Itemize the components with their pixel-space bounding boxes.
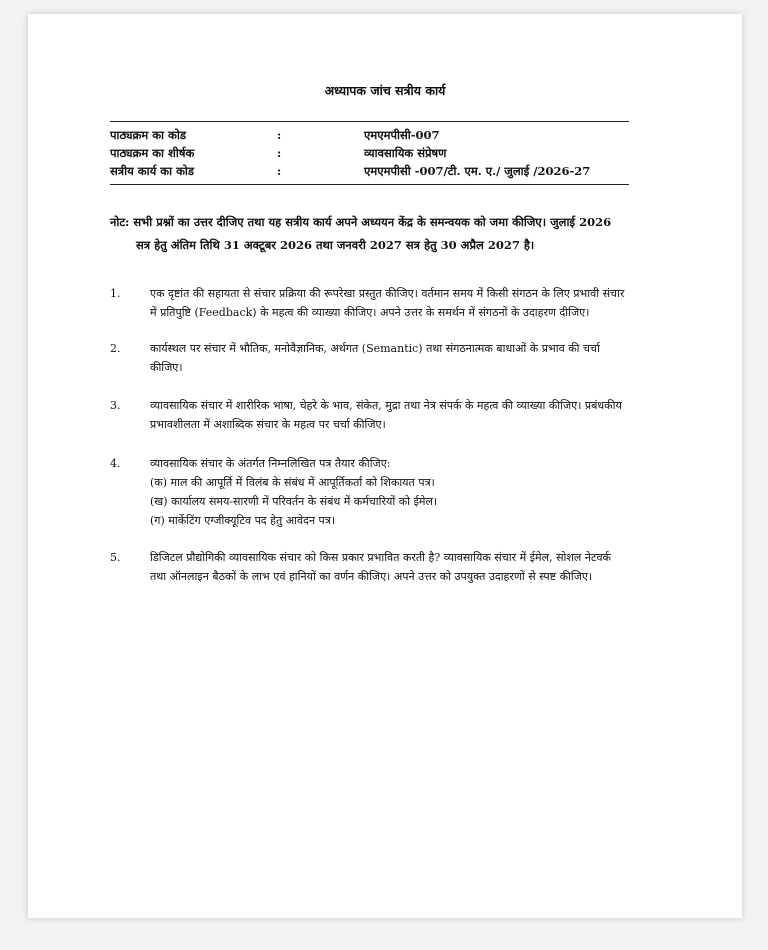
separator: : (277, 164, 282, 178)
question-line: डिजिटल प्रौद्योगिकी व्यावसायिक संचार को किस प्रकार प्रभावित करती है? व्यावसायिक संचार में ईमेल, सोशल नेटवर्क (150, 551, 612, 564)
question-subitem-a: (क) माल की आपूर्ति में विलंब के संबंध में आपूर्तिकर्ता को शिकायत पत्र। (150, 476, 435, 489)
question-number: 1. (110, 287, 121, 300)
assignment-code-value: एमएमपीसी -007/टी. एम. ए./ जुलाई /2026-27 (364, 164, 591, 178)
question-line: प्रभावशीलता में अशाब्दिक संचार के महत्व पर चर्चा कीजिए। (150, 418, 386, 431)
question-number: 2. (110, 342, 121, 355)
assignment-code-label: सत्रीय कार्य का कोड (110, 164, 195, 178)
question-text (150, 284, 670, 322)
question-line: व्यावसायिक संचार के अंतर्गत निम्नलिखित पत्र तैयार कीजिए: (150, 457, 391, 470)
question-text (150, 339, 670, 377)
instructions-note (110, 211, 650, 257)
course-title-row (110, 146, 629, 164)
question-text (150, 454, 670, 530)
course-code-label: पाठ्यक्रम का कोड (110, 128, 186, 142)
note-line-1: नोट: सभी प्रश्नों का उत्तर दीजिए तथा यह सत्रीय कार्य अपने अध्ययन केंद्र के समन्वयक को जमा कीजिए। जुलाई 2026 (110, 215, 612, 229)
document-page (28, 14, 742, 918)
question-subitem-b: (ख) कार्यालय समय-सारणी में परिवर्तन के संबंध में कर्मचारियों को ईमेल। (150, 495, 438, 508)
question-line: एक दृष्टांत की सहायता से संचार प्रक्रिया की रूपरेखा प्रस्तुत कीजिए। वर्तमान समय में किसी संगठन के लिए प्रभावी संचार (150, 287, 625, 300)
course-info-table (110, 121, 629, 185)
separator: : (277, 146, 282, 160)
course-code-row (110, 128, 629, 146)
question-text (150, 396, 670, 434)
question-text (150, 548, 670, 586)
separator: : (277, 128, 282, 142)
document-title: अध्यापक जांच सत्रीय कार्य (324, 83, 446, 98)
question-number: 5. (110, 551, 121, 564)
question-line: में प्रतिपुष्टि (Feedback) के महत्व की व्याख्या कीजिए। अपने उत्तर के समर्थन में संगठनों के उदाहरण दीजिए। (150, 306, 590, 319)
question-line: कीजिए। (150, 361, 183, 374)
course-title-label: पाठ्यक्रम का शीर्षक (110, 146, 195, 160)
question-number: 4. (110, 457, 121, 470)
question-line: तथा ऑनलाइन बैठकों के लाभ एवं हानियों का वर्णन कीजिए। अपने उत्तर को उपयुक्त उदाहरणों से स्पष्ट कीजिए। (150, 570, 593, 583)
course-title-value: व्यावसायिक संप्रेषण (364, 146, 447, 160)
note-line-2: सत्र हेतु अंतिम तिथि 31 अक्टूबर 2026 तथा जनवरी 2027 सत्र हेतु 30 अप्रैल 2027 है। (136, 238, 535, 252)
course-code-value: एमएमपीसी-007 (364, 128, 440, 142)
question-line: कार्यस्थल पर संचार में भौतिक, मनोवैज्ञानिक, अर्थगत (Semantic) तथा संगठनात्मक बाधाओं के प्रभाव की चर्चा (150, 342, 600, 355)
question-subitem-c: (ग) मार्केटिंग एग्जीक्यूटिव पद हेतु आवेदन पत्र। (150, 514, 336, 527)
assignment-code-row (110, 164, 629, 182)
question-line: व्यावसायिक संचार में शारीरिक भाषा, चेहरे के भाव, संकेत, मुद्रा तथा नेत्र संपर्क के महत्व की व्याख्या कीजिए। प्रबंधकीय (150, 399, 622, 412)
question-number: 3. (110, 399, 121, 412)
